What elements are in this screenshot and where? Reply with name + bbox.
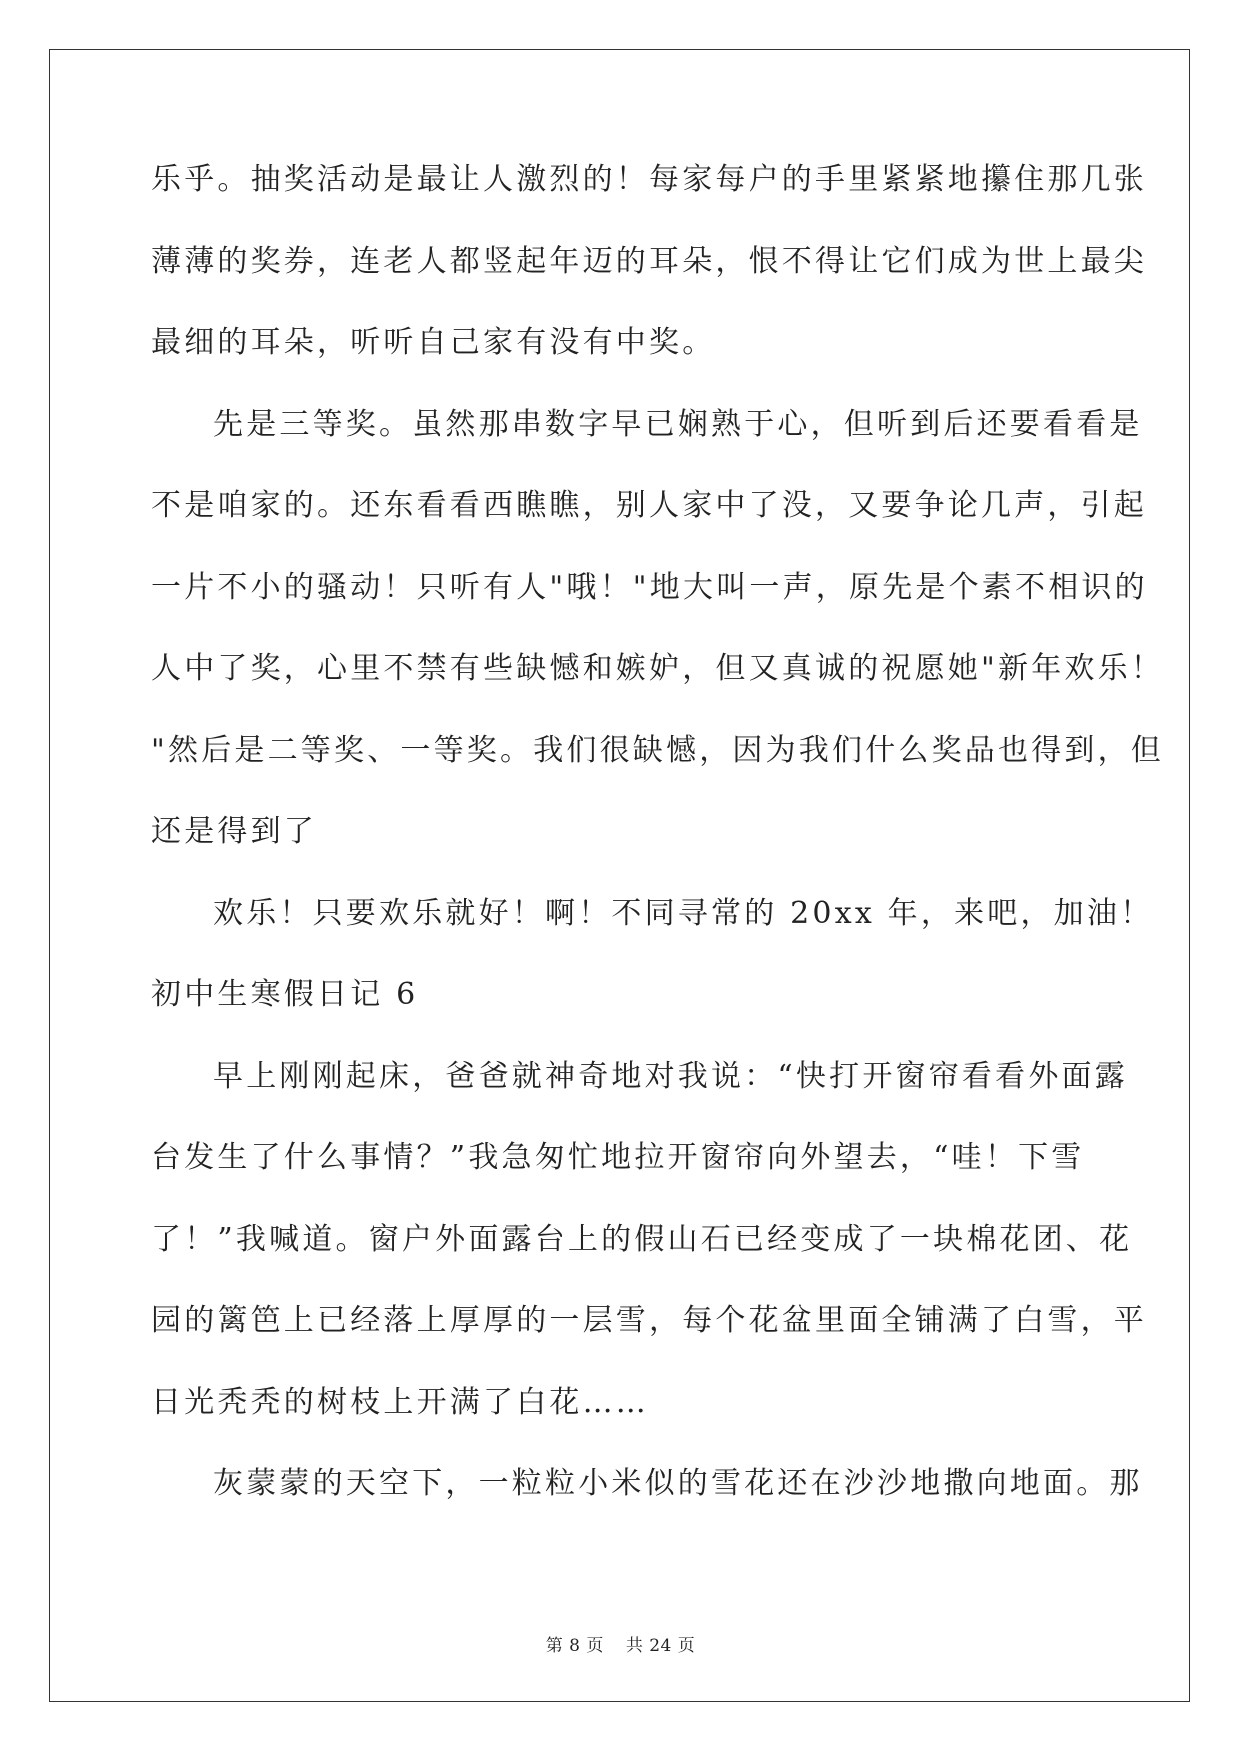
section-heading: 初中生寒假日记 6	[151, 977, 419, 1012]
text-line: 欢乐！只要欢乐就好！啊！不同寻常的 20xx 年，来吧，加油！	[213, 895, 1154, 931]
text-line: 一片不小的骚动！只听有人"哦！"地大叫一声，原先是个素不相识的	[151, 569, 1148, 605]
page-total: 共 24 页	[625, 1636, 696, 1656]
text-line: 先是三等奖。虽然那串数字早已娴熟于心，但听到后还要看看是	[213, 406, 1143, 442]
text-line: 人中了奖，心里不禁有些缺憾和嫉妒，但又真诚的祝愿她"新年欢乐！	[151, 651, 1164, 686]
text-line: 灰蒙蒙的天空下，一粒粒小米似的雪花还在沙沙地撒向地面。那	[213, 1466, 1143, 1501]
text-line: 园的篱笆上已经落上厚厚的一层雪，每个花盆里面全铺满了白雪，平	[151, 1303, 1147, 1338]
page-footer	[0, 1631, 1241, 1656]
document-body	[151, 160, 1164, 1546]
text-line: 乐乎。抽奖活动是最让人激烈的！每家每户的手里紧紧地攥住那几张	[151, 162, 1147, 197]
text-line: 早上刚刚起床，爸爸就神奇地对我说：“快打开窗帘看看外面露	[213, 1058, 1128, 1094]
text-line: 薄薄的奖券，连老人都竖起年迈的耳朵，恨不得让它们成为世上最尖	[151, 243, 1147, 279]
page-number: 第 8 页	[545, 1636, 604, 1656]
text-line: 最细的耳朵，听听自己家有没有中奖。	[151, 325, 716, 360]
text-line: 日光秃秃的树枝上开满了白花……	[151, 1384, 649, 1420]
text-line: 了！”我喊道。窗户外面露台上的假山石已经变成了一块棉花团、花	[151, 1221, 1133, 1257]
text-line: 还是得到了	[151, 814, 317, 849]
text-line: 台发生了什么事情？”我急匆忙地拉开窗帘向外望去，“哇！下雪	[151, 1140, 1085, 1175]
text-line: 不是咱家的。还东看看西瞧瞧，别人家中了没，又要争论几声，引起	[151, 488, 1147, 523]
text-line: "然后是二等奖、一等奖。我们很缺憾，因为我们什么奖品也得到，但	[151, 732, 1164, 768]
